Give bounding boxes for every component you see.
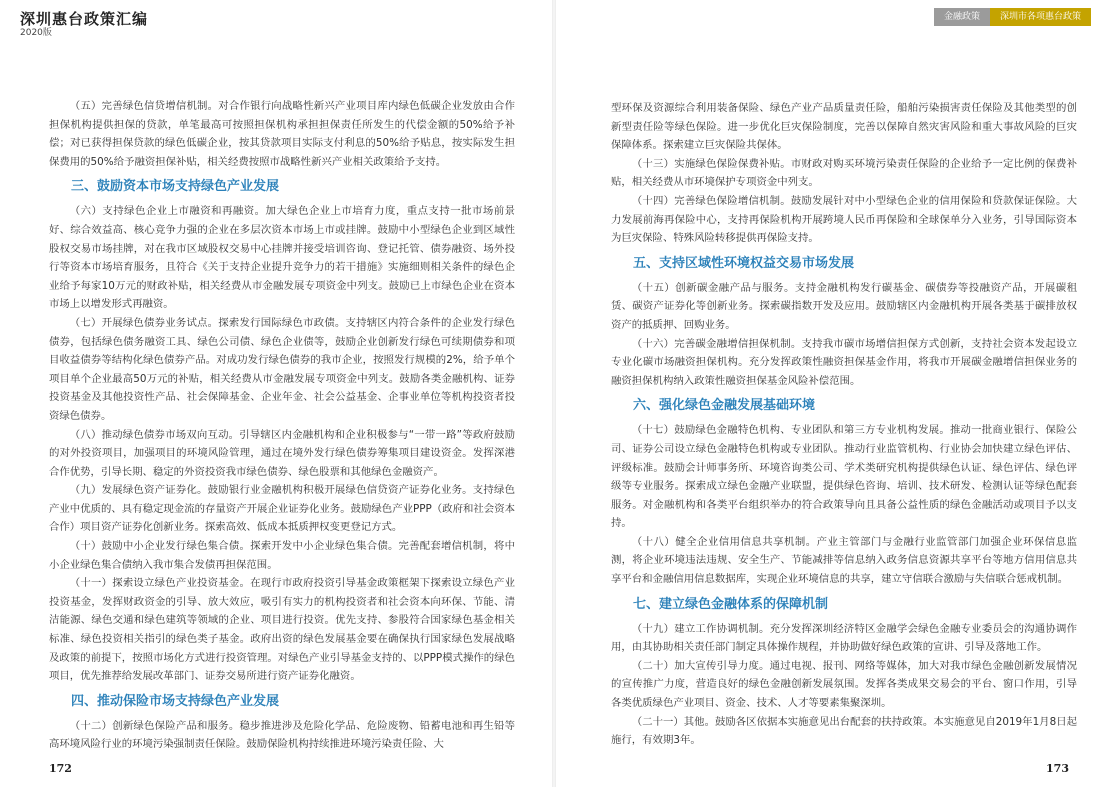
tab-financial-policy: 金融政策 [934,8,990,26]
paragraph: （十九）建立工作协调机制。充分发挥深圳经济特区金融学会绿色金融专业委员会的沟通协调作用，由其协助相关责任部门制定具体操作规程，并协助做好绿色政策的宣讲、引导及落地工作。 [611,622,1077,654]
paragraph: （十）鼓励中小企业发行绿色集合债。探索开发中小企业绿色集合债。完善配套增信机制，将中小企业绿色集合债纳入我市集合发债再担保范围。 [49,540,515,571]
page-number-right: 173 [1046,762,1069,775]
paragraph: （十六）完善碳金融增信担保机制。支持我市碳市场增信担保方式创新，支持社会资本发起设立专业化碳市场融资担保机构。充分发挥政策性融资担保基金作用，将我市开展碳金融增信担保业务的融资担保机构纳入政策性融资担保基金风险补偿范围。 [611,337,1077,387]
paragraph: （十二）创新绿色保险产品和服务。稳步推进涉及危险化学品、危险废物、铅蓄电池和再生铅等高环境风险行业的环境污染强制责任保险。鼓励保险机构持续推进环境污染责任险、大 [49,719,515,751]
paragraph: （二十）加大宣传引导力度。通过电视、报刊、网络等媒体，加大对我市绿色金融创新发展情况的宣传推广力度，营造良好的绿色金融创新发展氛围。发挥各类成果交易会的平台、窗口作用，引导各类优质绿色产业项目、资金、技术、人才等要素集聚深圳。 [611,659,1077,710]
book-gutter [552,0,556,787]
section-heading: 六、强化绿色金融发展基础环境 [633,398,816,414]
section-heading: 四、推动保险市场支持绿色产业发展 [71,693,280,709]
book-edition-year: 2020版 [20,28,52,38]
paragraph: （七）开展绿色债券业务试点。探索发行国际绿色市政债。支持辖区内符合条件的企业发行绿色债券，包括绿色债务融资工具、绿色公司债、绿色企业债等，鼓励企业创新发行绿色可续期债券和项目收益债券等结构化绿色债券产品。对成功发行绿色债券的我市企业，按照发行规模的2%，给予单个项目单个企业最高50万元的补贴，相关经费从市金融发展专项资金中列支。鼓励各类金融机构、证券投资基金及其他投资性产品、社会保障基金、企业年金、社会公益基金、企事业单位等机构投资者投资绿色债券。 [49,316,515,422]
paragraph: （十一）探索设立绿色产业投资基金。在现行市政府投资引导基金政策框架下探索设立绿色产业投资基金，发挥财政资金的引导、放大效应，吸引有实力的机构投资者和社会资本向环保、节能、清洁能源、绿色交通和绿色建筑等领域的企业、项目进行投资。优先支持、参股符合国家绿色基金相关标准、绿色投资相关指引的绿色类子基金。政府出资的绿色发展基金要在确保执行国家绿色发展战略及政策的前提下，按照市场化方式进行投资管理。对绿色产业引导基金支持的、以PPP模式操作的绿色项目，优先推荐给发展改革部门、证券交易所进行资产证券化融资。 [49,577,515,683]
paragraph: （九）发展绿色资产证券化。鼓励银行业金融机构积极开展绿色信贷资产证券化业务。支持绿色产业中优质的、具有稳定现金流的存量资产开展企业证券化业务。鼓励绿色产业PPP（政府和社会资本合作）项目资产证券化创新业务。探索高效、低成本抵质押权变更登记方式。 [49,484,515,534]
paragraph: （八）推动绿色债券市场双向互动。引导辖区内金融机构和企业积极参与“一带一路”等政府鼓励的对外投资项目，加强项目的环境风险管理，通过在境外发行绿色债券筹集项目建设资金。发挥深港合作优势，引导长期、稳定的外资投资我市绿色债券、绿色股票和其他绿色金融资产。 [49,428,515,478]
section-heading: 三、鼓励资本市场支持绿色产业发展 [71,179,280,195]
section-heading: 七、建立绿色金融体系的保障机制 [633,596,829,612]
paragraph: （五）完善绿色信贷增信机制。对合作银行向战略性新兴产业项目库内绿色低碳企业发放由合作担保机构提供担保的贷款，单笔最高可按照担保机构承担担保责任所发生的代偿金额的50%给予补偿；对已获得担保贷款的绿色低碳企业，按其贷款项目实际支付利息的50%给予贴息，按实际发生担保费用的50%给予融资担保补贴，相关经费按照市战略性新兴产业相关政策给予支持。 [49,100,515,168]
paragraph: （二十一）其他。鼓励各区依据本实施意见出台配套的扶持政策。本实施意见自2019年1月8日起施行，有效期3年。 [611,715,1077,747]
paragraph: （十三）实施绿色保险保费补贴。市财政对购买环境污染责任保险的企业给予一定比例的保费补贴，相关经费从市环境保护专项资金中列支。 [611,157,1077,189]
left-page-body [49,97,515,754]
page-number-left: 172 [49,762,72,775]
paragraph: 型环保及资源综合利用装备保险、绿色产业产品质量责任险，船舶污染损害责任保险及其他类型的创新型责任险等绿色保险。进一步优化巨灾保险制度，完善以保障自然灾害风险和重大事故风险的巨灾保障体系。探索建立巨灾保险共保体。 [611,102,1077,152]
section-tabs [934,8,1091,26]
paragraph: （十八）健全企业信用信息共享机制。产业主管部门与金融行业监管部门加强企业环保信息监测，将企业环境违法违规、安全生产、节能减排等信息纳入政务信息资源共享平台等地方信用信息共享平台和金融信用信息数据库，实现企业环境信息的共享，建立守信联合激励与失信联合惩戒机制。 [611,535,1077,586]
right-page-body [611,99,1077,750]
section-heading: 五、支持区域性环境权益交易市场发展 [633,255,855,271]
paragraph: （十七）鼓励绿色金融特色机构、专业团队和第三方专业机构发展。推动一批商业银行、保险公司、证券公司设立绿色金融特色机构或专业团队。推动行业监管机构、行业协会加快建立绿色评估、评级标准。鼓励会计师事务所、环境咨询类公司、学术类研究机构提供绿色认证、绿色评估、绿色评级等专业服务。探索成立绿色金融产业联盟，提供绿色咨询、培训、技术研发、检测认证等绿色配套服务。对金融机构和各类平台组织举办的符合政策导向且具备公益性质的绿色金融活动或项目予以支持。 [611,424,1077,530]
tab-shenzhen-policies: 深圳市各项惠台政策 [990,8,1091,26]
paragraph: （十四）完善绿色保险增信机制。鼓励发展针对中小型绿色企业的信用保险和贷款保证保险。大力发展前海再保险中心，支持再保险机构开展跨境人民币再保险和全球保单分入业务，引导国际资本为巨灾保险、特殊风险转移提供再保险支持。 [611,194,1077,245]
paragraph: （六）支持绿色企业上市融资和再融资。加大绿色企业上市培育力度，重点支持一批市场前景好、综合效益高、核心竞争力强的企业在多层次资本市场上市或挂牌。鼓励中小型绿色企业到区域性股权交易市场挂牌，对在我市区域股权交易中心挂牌并接受培训咨询、登记托管、债券融资、场外投行等资本市场培育服务，且符合《关于支持企业提升竞争力的若干措施》实施细则相关条件的绿色企业给予每家10万元的财政补贴，相关经费从市金融发展专项资金中列支。鼓励已上市绿色企业在资本市场上以增发形式再融资。 [49,205,515,311]
book-title: 深圳惠台政策汇编 [20,10,149,28]
paragraph: （十五）创新碳金融产品与服务。支持金融机构发行碳基金、碳债券等投融资产品，开展碳租赁、碳资产证券化等创新业务。探索碳指数开发及应用。鼓励辖区内金融机构开展各类基于碳排放权资产的抵质押、回购业务。 [611,281,1077,331]
